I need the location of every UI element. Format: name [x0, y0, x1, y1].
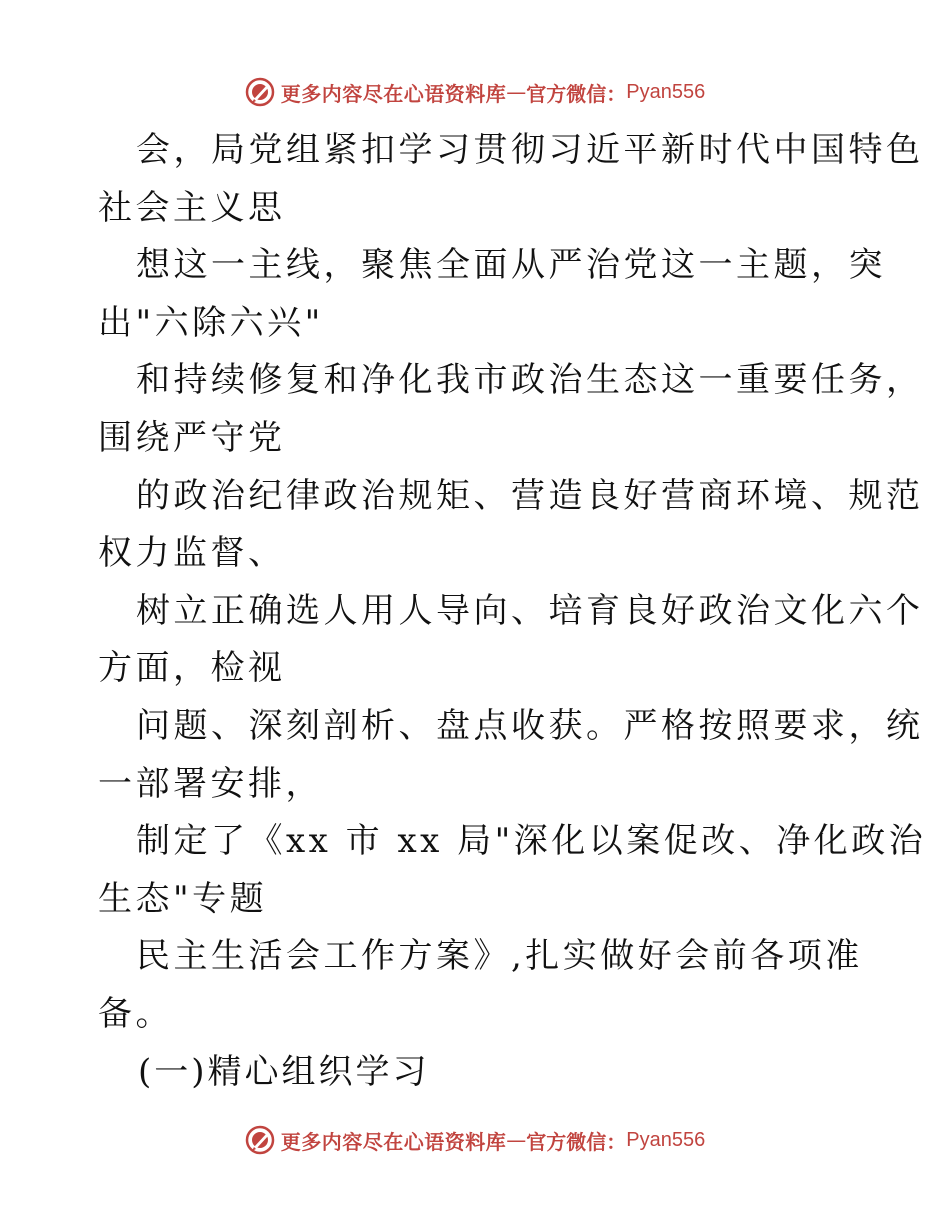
document-body — [98, 122, 927, 1101]
section-heading: (一)精心组织学习 — [138, 1051, 430, 1092]
watermark-separator: — — [506, 80, 527, 104]
watermark-text: 更多内容尽在心语资料库 — [280, 1129, 507, 1154]
body-line: 围绕严守党 — [98, 417, 286, 458]
body-line: 出"六除六兴" — [98, 302, 324, 343]
body-line: 树立正确选人用人导向、培育良好政治文化六个 — [136, 590, 924, 631]
body-line: 和持续修复和净化我市政治生态这一重要任务， — [136, 360, 924, 401]
body-line: 一部署安排， — [98, 763, 323, 804]
watermark-banner-top — [0, 72, 950, 112]
body-line: 权力监督、 — [98, 533, 286, 574]
body-line: 问题、深刻剖析、盘点收获。严格按照要求，统 — [136, 705, 924, 746]
watermark-wechat-id: Pyan556 — [626, 1128, 706, 1151]
watermark-separator: — — [506, 1128, 527, 1152]
body-line: 制定了《xx 市 xx 局"深化以案促改、净化政治 — [136, 821, 927, 862]
pen-logo-icon — [245, 1125, 275, 1155]
body-line: 社会主义思 — [98, 187, 286, 228]
pen-logo-icon — [245, 77, 275, 107]
body-line: 生态"专题 — [98, 878, 268, 919]
body-line: 想这一主线，聚焦全面从严治党这一主题，突 — [136, 245, 886, 286]
body-line: 民主生活会工作方案》,扎实做好会前各项准 — [136, 936, 863, 977]
watermark-text: 更多内容尽在心语资料库 — [280, 81, 507, 106]
watermark-wechat-label: 官方微信： — [526, 81, 627, 106]
body-line: 备。 — [98, 993, 173, 1034]
body-line: 会，局党组紧扣学习贯彻习近平新时代中国特色 — [136, 130, 924, 170]
watermark-wechat-label: 官方微信： — [526, 1129, 627, 1154]
body-line: 的政治纪律政治规矩、营造良好营商环境、规范 — [136, 475, 924, 516]
watermark-banner-bottom — [0, 1120, 950, 1160]
body-line: 方面，检视 — [98, 648, 286, 689]
watermark-wechat-id: Pyan556 — [626, 80, 706, 103]
